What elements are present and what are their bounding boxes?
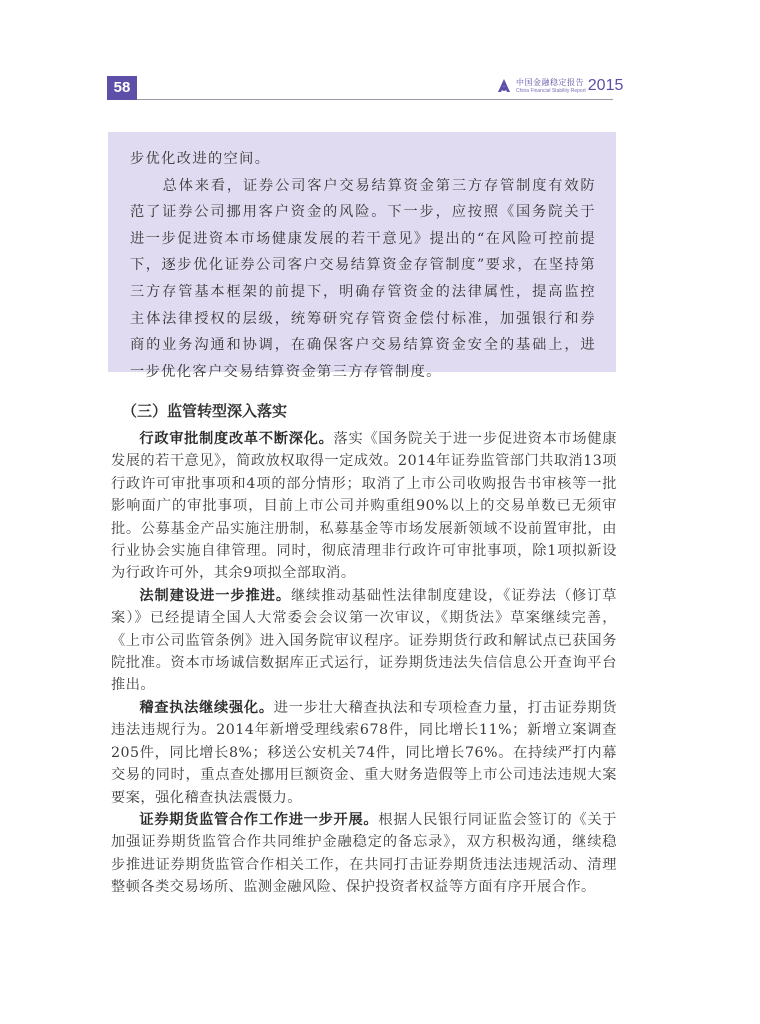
report-brand [496,77,623,95]
paragraph-text: 落实《国务院关于进一步促进资本市场健康发展的若干意见》，简政放权取得一定成效。2014年证券监管部门共取消13项行政许可审批事项和4项的部分情形；取消了上市公司收购报告书审核等一批影响面广的审批事项，目前上市公司并购重组90%以上的交易单数已无须审批。公募基金产品实施注册制，私募基金等市场发展新领域不设前置审批，由行业协会实施自律管理。同时，彻底清理非行政许可审批事项，除1项拟新设为行政许可外，其余9项拟全部取消。 [111,431,617,582]
paragraph-admin-approval [111,428,617,585]
paragraph-text: 根据人民银行同证监会签订的《关于加强证券期货监管合作共同维护金融稳定的备忘录》，双方积极沟通，继续稳步推进证券期货监管合作相关工作，在共同打击证券期货违法违规活动、清理整顿各类交易场所、监测金融风险、保护投资者权益等方面有序开展合作。 [111,811,617,896]
body-text [111,428,617,899]
section-heading: （三）监管转型深入落实 [122,402,288,420]
paragraph-lead: 稽查执法继续强化。 [139,699,274,716]
report-logo-icon [496,78,512,94]
paragraph-lead: 行政审批制度改革不断深化。 [139,431,334,447]
brand-year: 2015 [587,77,624,94]
paragraph-cooperation [111,809,617,899]
brand-title-cn: 中国金融稳定报告 [516,77,584,87]
shaded-sidebar-box [108,132,616,380]
brand-title-en: China Financial Stability Report [516,87,586,94]
header-divider [137,99,613,100]
paragraph-text: 继续推动基础性法律制度建设，《证券法（修订草案）》已经提请全国人大常委会会议第一次审议，《期货法》草案继续完善，《上市公司监管条例》进入国务院审议程序。证券期货行政和解试点已获国务院批准。资本市场诚信数据库正式运行，证券期货违法失信信息公开查询平台推出。 [111,587,617,694]
paragraph-lead: 证券期货监管合作工作进一步开展。 [139,811,379,828]
paragraph-enforcement [111,697,617,809]
box-paragraph: 步优化改进的空间。 [130,151,271,167]
box-paragraph: 总体来看，证券公司客户交易结算资金第三方存管制度有效防范了证券公司挪用客户资金的风险。下一步，应按照《国务院关于进一步促进资本市场健康发展的若干意见》提出的“在风险可控前提下，逐步优化证券公司客户交易结算资金存管制度”要求，在坚持第三方存管基本框架的前提下，明确存管资金的法律属性，提高监控主体法律授权的层级，统筹研究存管资金偿付标准，加强银行和券商的业务沟通和协调，在确保客户交易结算资金安全的基础上，进一步优化客户交易结算资金第三方存管制度。 [130,177,596,380]
paragraph-text: 进一步壮大稽查执法和专项检查力量，打击证券期货违法违规行为。2014年新增受理线索678件，同比增长11%；新增立案调查205件，同比增长8%；移送公安机关74件，同比增长76%。在持续严打内幕交易的同时，重点查处挪用巨额资金、重大财务造假等上市公司违法违规大案要案，强化稽查执法震慑力。 [111,699,617,806]
paragraph-legal-system [111,585,617,697]
paragraph-lead: 法制建设进一步推进。 [139,587,292,604]
page-number: 58 [107,76,137,100]
